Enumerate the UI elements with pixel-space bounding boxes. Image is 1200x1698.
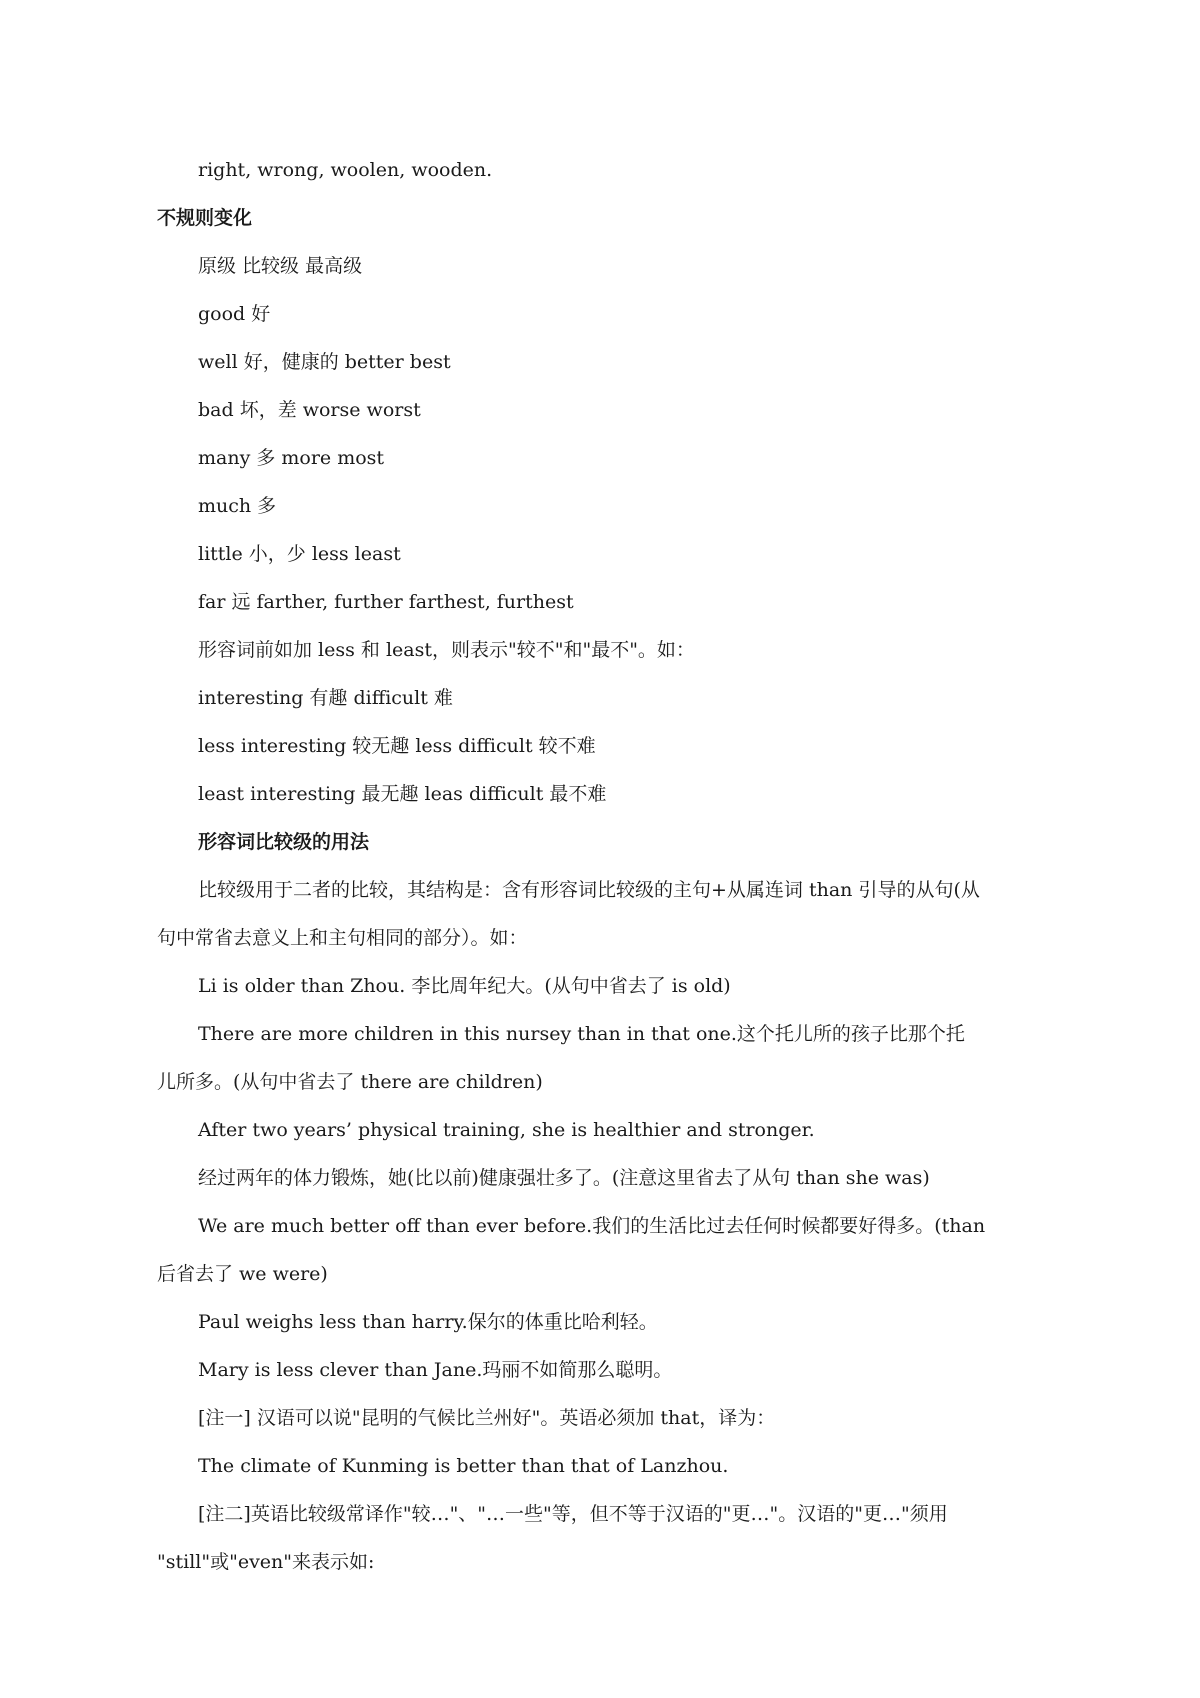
text-line: 比较级用于二者的比较，其结构是：含有形容词比较级的主句+从属连词 than 引导的从句(从: [198, 879, 980, 901]
text-line: 后省去了 we were): [157, 1263, 328, 1285]
text-line: [注二]英语比较级常译作"较…"、"…一些"等，但不等于汉语的"更…"。汉语的"更…"须用: [198, 1503, 948, 1525]
text-line: 句中常省去意义上和主句相同的部分）。如：: [157, 927, 528, 949]
text-line: well 好，健康的 better best: [198, 351, 451, 373]
text-line: bad 坏，差 worse worst: [198, 399, 421, 421]
text-line: After two years’ physical training, she is healthier and stronger.: [198, 1119, 815, 1141]
text-line: "still"或"even"来表示如:: [157, 1551, 375, 1573]
section-heading-comparative-usage: 形容词比较级的用法: [198, 831, 370, 853]
text-line: little 小，少 less least: [198, 543, 401, 565]
text-line: Paul weighs less than harry.保尔的体重比哈利轻。: [198, 1311, 658, 1333]
text-line: interesting 有趣 difficult 难: [198, 687, 453, 709]
text-line: Li is older than Zhou. 李比周年纪大。(从句中省去了 is old): [198, 975, 731, 997]
text-line: 儿所多。(从句中省去了 there are children): [157, 1071, 543, 1093]
text-line: many 多 more most: [198, 447, 385, 469]
text-line: far 远 farther, further farthest, furthest: [198, 591, 574, 613]
section-heading-irregular: 不规则变化: [157, 207, 253, 229]
text-line: 原级 比较级 最高级: [198, 255, 363, 277]
text-line: There are more children in this nursey than in that one.这个托儿所的孩子比那个托: [198, 1023, 965, 1045]
text-line: good 好: [198, 303, 271, 325]
text-line: 形容词前如加 less 和 least，则表示"较不"和"最不"。如：: [198, 639, 695, 661]
text-line: [注一] 汉语可以说"昆明的气候比兰州好"。英语必须加 that，译为：: [198, 1407, 776, 1429]
text-line: 经过两年的体力锻炼，她(比以前)健康强壮多了。(注意这里省去了从句 than she was): [198, 1167, 930, 1189]
text-line: Mary is less clever than Jane.玛丽不如简那么聪明。: [198, 1359, 673, 1381]
text-line: We are much better off than ever before.我们的生活比过去任何时候都要好得多。(than: [198, 1215, 986, 1237]
text-line: The climate of Kunming is better than that of Lanzhou.: [198, 1455, 729, 1477]
text-line: much 多: [198, 495, 277, 517]
text-line: least interesting 最无趣 leas difficult 最不难: [198, 783, 607, 805]
text-line: right, wrong, woolen, wooden.: [198, 159, 493, 181]
text-line: less interesting 较无趣 less difficult 较不难: [198, 735, 596, 757]
